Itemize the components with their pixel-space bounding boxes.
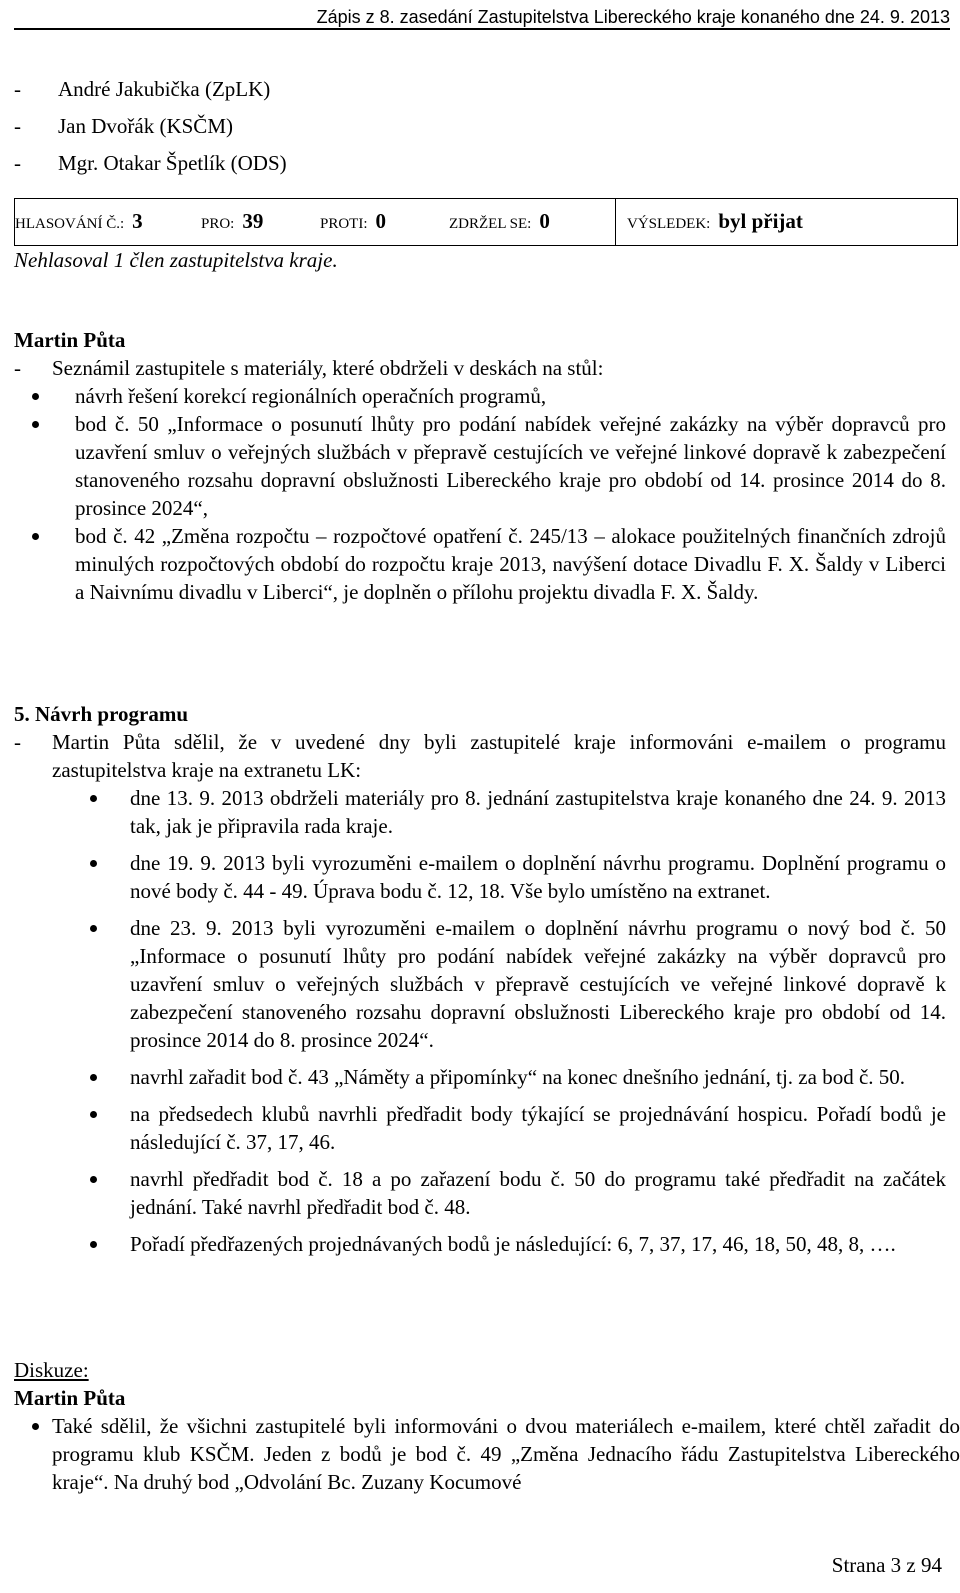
vote-note: Nehlasoval 1 člen zastupitelstva kraje. [14,248,338,272]
bullet-icon [76,1100,130,1156]
vote-proti-value: 0 [375,208,387,233]
vote-result-value: byl přijat [718,208,803,233]
bullet-icon [76,1063,130,1091]
statement-text: Martin Půta sdělil, že v uvedené dny byli zastupitelé kraje informováni e-mailem o programu zastupitelstva kraje na extranetu LK: [52,730,946,782]
bullet-icon [76,1165,130,1221]
bullet-icon [76,849,130,905]
list-item [76,914,946,1054]
list-item [14,1412,960,1496]
vote-pro-value: 39 [242,208,264,233]
list-item [76,1230,946,1258]
vote-result-table [14,198,958,246]
dash-marker: - [14,730,21,754]
vote-abstain [449,207,550,238]
list-item [76,1165,946,1221]
list-item-text: navrhl předřadit bod č. 18 a po zařazení bodu č. 50 do programu také předřadit na začátek jednání. Také navrhl předřadit bod č. 48. [130,1167,946,1219]
list-item [14,522,946,606]
bullet-icon [14,382,75,410]
list-item [76,784,946,840]
vote-proti-label: PROTI: [320,215,368,232]
list-item-text: André Jakubička (ZpLK) [58,76,271,101]
speaker-statement [14,728,946,784]
discussion-label: Diskuze: [14,1358,89,1382]
list-item-text: bod č. 42 „Změna rozpočtu – rozpočtové opatření č. 245/13 – alokace použitelných finančních zdrojů minulých rozpočtových období do rozpočtu kraje 2013, navýšení dotace Divadlu F. X. Šaldy v Liberci a Naivnímu divadlu v Liberci“, je doplněn o přílohu projektu divadla F. X. Šaldy. [75,524,946,604]
vote-pro [201,207,263,238]
section-heading: 5. Návrh programu [14,702,189,726]
list-item-text: Mgr. Otakar Špetlík (ODS) [58,150,287,175]
dash-marker: - [14,150,21,175]
list-item [76,1100,946,1156]
list-item [14,70,287,107]
speaker-name: Martin Půta [14,328,126,352]
section-materials [14,326,946,606]
vote-abstain-value: 0 [539,208,550,233]
speaker-name: Martin Půta [14,1386,126,1410]
list-item-text: Jan Dvořák (KSČM) [58,113,233,138]
section-program-proposal [14,700,946,1258]
list-item [14,107,287,144]
section-discussion [14,1356,960,1496]
bullet-icon [76,1230,130,1258]
list-item-text: na předsedech klubů navrhli předřadit body týkající se projednávání hospicu. Pořadí bodů je následující č. 37, 17, 46. [130,1102,946,1154]
list-item-text: bod č. 50 „Informace o posunutí lhůty pro podání nabídek veřejné zakázky na výběr dopravců pro uzavření smluv o veřejných službách v přepravě cestujících ve veřejné linkové dopravě k zabezpečení stanoveného rozsahu dopravní obslužnosti Libereckého kraje pro období od 14. prosince 2014 do 8. prosince 2024“, [75,412,946,520]
list-item-text: dne 23. 9. 2013 byli vyrozuměni e-mailem o doplnění návrhu programu o nový bod č. 50 „Informace o posunutí lhůty pro podání nabídek veřejné zakázky na výběr dopravců pro uzavření smluv o veřejných službách v přepravě cestujících ve veřejné linkové dopravě k zabezpečení stanoveného rozsahu dopravní obslužnosti Libereckého kraje pro období od 14. prosince 2014 do 8. prosince 2024“. [130,916,946,1052]
vote-pro-label: PRO: [201,215,235,232]
vote-result-label: VÝSLEDEK: [627,215,711,232]
list-item [14,382,946,410]
list-item [76,1063,946,1091]
list-item [14,410,946,522]
list-item-text: navrhl zařadit bod č. 43 „Náměty a připomínky“ na konec dnešního jednání, tj. za bod č. 50. [130,1065,906,1089]
list-item [14,144,287,181]
bullet-icon [14,1412,52,1496]
vote-proti [320,207,386,238]
vote-result [627,207,803,238]
attendee-list [14,70,287,181]
vote-number-label: HLASOVÁNÍ Č.: [15,215,125,232]
vote-number-value: 3 [132,208,143,233]
bullet-icon [76,784,130,840]
list-item-text: návrh řešení korekcí regionálních operačních programů, [75,384,547,408]
list-item [76,849,946,905]
statement-text: Seznámil zastupitele s materiály, které obdrželi v deskách na stůl: [52,356,604,380]
program-bullet-list [14,784,946,1258]
document-header-title: Zápis z 8. zasedání Zastupitelstva Libereckého kraje konaného dne 24. 9. 2013 [316,7,950,27]
vote-divider [615,199,616,245]
bullet-icon [14,522,75,606]
vote-abstain-label: ZDRŽEL SE: [449,215,532,232]
dash-marker: - [14,113,21,138]
bullet-icon [76,914,130,1054]
page-number: Strana 3 z 94 [831,1553,942,1577]
list-item-text: Pořadí předřazených projednávaných bodů je následující: 6, 7, 37, 17, 46, 18, 50, 48, 8, …. [130,1232,896,1256]
bullet-icon [14,410,75,522]
list-item-text: dne 19. 9. 2013 byli vyrozuměni e-mailem o doplnění návrhu programu. Doplnění programu o nové body č. 44 - 49. Úprava bodu č. 12, 18. Vše bylo umístěno na extranet. [130,851,946,903]
list-item-text: Také sdělil, že všichni zastupitelé byli informováni o dvou materiálech e-mailem, které chtěl zařadit do programu klub KSČM. Jeden z bodů je bod č. 49 „Změna Jednacího řádu Zastupitelstva Libereckého kraje“. Na druhý bod „Odvolání Bc. Zuzany Kocumové [52,1414,960,1494]
vote-number [15,207,143,238]
header-divider [14,26,950,32]
speaker-statement [14,354,946,382]
list-item-text: dne 13. 9. 2013 obdrželi materiály pro 8. jednání zastupitelstva kraje konaného dne 24. 9. 2013 tak, jak je připravila rada kraje. [130,786,946,838]
dash-marker: - [14,76,21,101]
dash-marker: - [14,356,21,380]
